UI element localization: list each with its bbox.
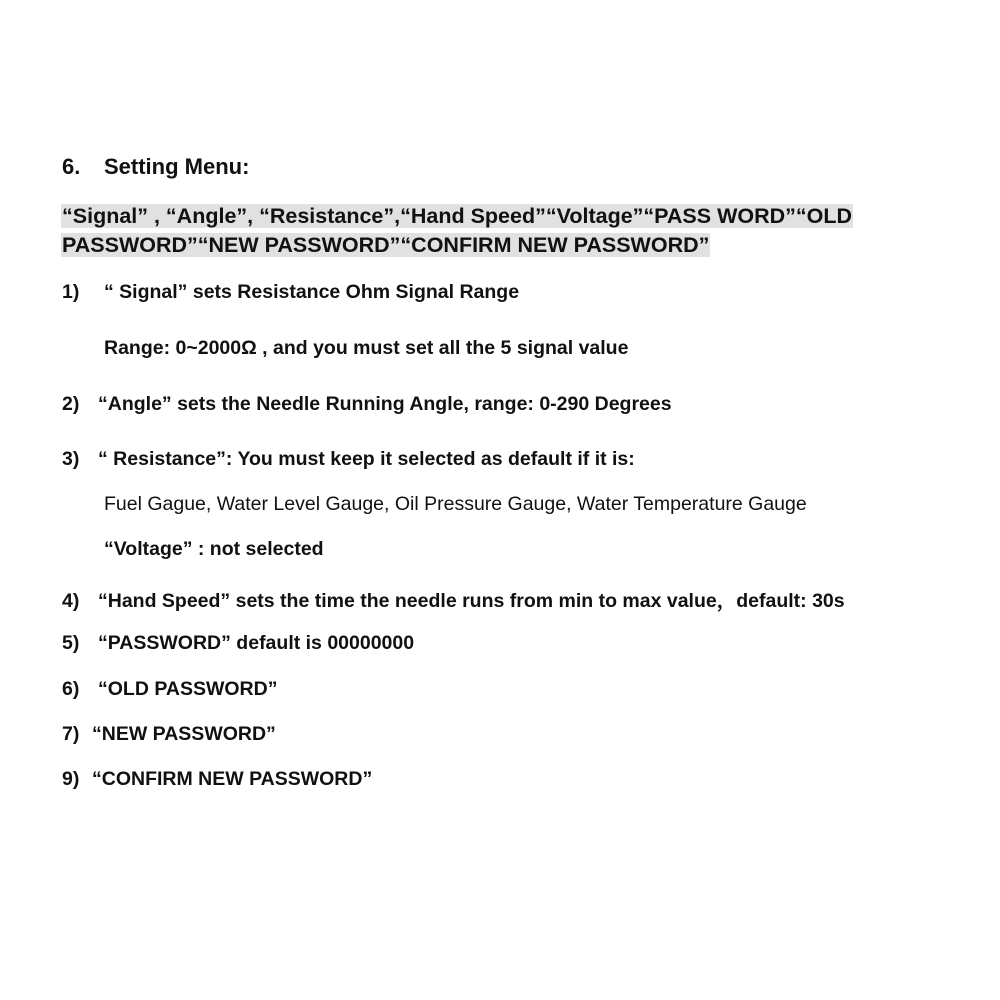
list-item-hand-speed <box>62 585 845 613</box>
item-voltage-note: “Voltage” : not selected <box>104 538 324 560</box>
menu-options-highlight <box>61 202 853 259</box>
item-text: “ Resistance”: You must keep it selected as default if it is: <box>98 448 635 470</box>
item-text: “NEW PASSWORD” <box>92 723 276 745</box>
item-signal-range: Range: 0~2000Ω , and you must set all the 5 signal value <box>104 337 629 359</box>
item-number: 1) <box>62 281 80 303</box>
item-number: 4) <box>62 590 80 612</box>
list-item-old-password <box>62 678 277 701</box>
list-item-password <box>62 632 414 655</box>
list-item-new-password <box>62 723 276 746</box>
item-text: “PASSWORD” default is 00000000 <box>98 632 415 654</box>
item-text: “CONFIRM NEW PASSWORD” <box>92 768 373 790</box>
item-number: 5) <box>62 632 80 654</box>
section-heading <box>62 154 249 180</box>
list-item-confirm-new-password <box>62 768 372 791</box>
item-number: 6) <box>62 678 80 700</box>
item-number: 3) <box>62 448 80 470</box>
highlight-line-2: PASSWORD”“NEW PASSWORD”“CONFIRM NEW PASSWORD” <box>62 233 710 257</box>
item-text: “Angle” sets the Needle Running Angle, range: 0-290 Degrees <box>98 393 672 415</box>
highlight-line-1: “Signal” , “Angle”, “Resistance”,“Hand Speed”“Voltage”“PASS WORD”“OLD <box>62 204 853 228</box>
list-item-angle <box>62 393 672 416</box>
list-item-resistance <box>62 448 635 471</box>
item-text: “ Signal” sets Resistance Ohm Signal Range <box>104 281 520 303</box>
list-item-signal <box>62 281 519 304</box>
item-text: “OLD PASSWORD” <box>98 678 278 700</box>
item-resistance-gauges: Fuel Gague, Water Level Gauge, Oil Pressure Gauge, Water Temperature Gauge <box>104 493 807 515</box>
item-number: 9) <box>62 768 80 790</box>
section-number: 6. <box>62 154 81 179</box>
section-title: Setting Menu: <box>104 154 250 179</box>
item-number: 2) <box>62 393 80 415</box>
item-number: 7) <box>62 723 80 745</box>
item-text: “Hand Speed” sets the time the needle runs from min to max value，default: 30s <box>98 590 845 612</box>
